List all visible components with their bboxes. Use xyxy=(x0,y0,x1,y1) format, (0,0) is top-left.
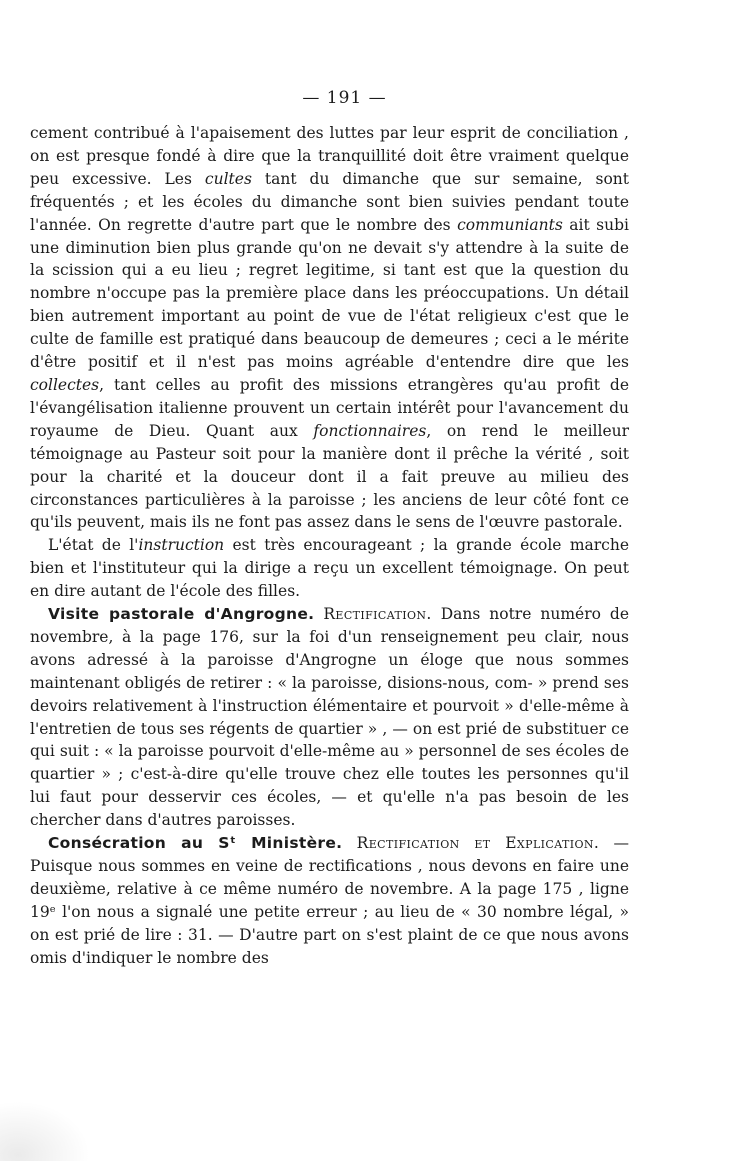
text-run: , on rend le meilleur témoignage au Pasteur soit pour la manière dont il prêche la vérité , soit pour la charité et la douceur dont il a fait preuve au milieu des circonstances particulières à la paroisse ; les anciens de leur côté font ce qu'ils peuvent, mais ils ne font pas assez dans le sens de l'œuvre pastorale. xyxy=(30,421,630,532)
italic-term: communiants xyxy=(457,215,563,234)
paragraph xyxy=(30,534,629,603)
italic-term: fonctionnaires xyxy=(313,421,427,440)
section-heading: Visite pastorale d'Angrogne. xyxy=(48,605,315,624)
text-run: L'état de l' xyxy=(48,536,139,555)
section-label: Rectification. xyxy=(323,605,432,624)
text-run: — Puisque nous sommes en veine de rectifications , nous devons en faire une deuxième, relative à ce même numéro de novembre. A la page 175 , ligne 19ᵉ l'on nous a signalé une petite erreur ; au lieu de « 30 nombre légal, » on est prié de lire : 31. — D'autre part on s'est plaint de ce que nous avons omis d'indiquer le nombre des xyxy=(30,834,629,967)
italic-term: collectes xyxy=(30,375,100,394)
text-run xyxy=(314,605,323,623)
section-heading: Consécration au Sᵗ Ministère. xyxy=(48,834,343,853)
section-label: Rectification et Explication. xyxy=(356,834,600,853)
text-run: , tant celles au profit des missions etrangères qu'au profit de l'évangélisation italienne prouvent un certain intérêt pour l'avancement du royaume de Dieu. Quant aux xyxy=(30,375,629,440)
body-text xyxy=(30,122,629,970)
text-run: est très encourageant ; la grande école marche bien et l'instituteur qui la dirige a reçu un excellent témoignage. On peut en dire autant de l'école des filles. xyxy=(30,536,630,601)
text-run xyxy=(342,834,356,852)
text-run: Dans notre numéro de novembre, à la page 176, sur la foi d'un renseignement peu clair, nous avons adressé à la paroisse d'Angrogne un éloge que nous sommes maintenant obligés de retirer : « la paroisse, disions-nous, com- » prend ses devoirs relativement à l'instruction élémentaire et pourvoit » d'elle-même à l'entretien de tous ses régents de quartier » , — on est prié de substituer ce qui suit : « la paroisse pourvoit d'elle-même au » personnel de ses écoles de quartier » ; c'est-à-dire qu'elle trouve chez elle toutes les personnes qu'il lui faut pour desservir ces écoles, — et qu'elle n'a pas besoin de les chercher dans d'autres paroisses. xyxy=(30,605,629,830)
paragraph xyxy=(30,832,629,969)
italic-term: instruction xyxy=(138,536,225,555)
paper-stain xyxy=(0,1101,90,1161)
text-run: tant du dimanche que sur semaine, sont fréquentés ; et les écoles du dimanche sont bien suivies pendant toute l'année. On regrette d'autre part que le nombre des xyxy=(30,169,629,234)
text-run: cement contribué à l'apaisement des luttes par leur esprit de conciliation , on est presque fondé à dire que la tranquillité doit être vraiment quelque peu excessive. Les xyxy=(30,124,629,188)
paragraph xyxy=(30,122,629,534)
text-run: ait subi une diminution bien plus grande qu'on ne devait s'y attendre à la suite de la scission qui a eu lieu ; regret legitime, si tant est que la question du nombre n'occupe pas la première place dans les préoccupations. Un détail bien autrement important au point de vue de l'état religieux c'est que le culte de famille est pratiqué dans beaucoup de demeures ; ceci a le mérite d'être positif et il n'est pas moins agréable d'entendre dire que les xyxy=(30,215,629,372)
paragraph xyxy=(30,603,629,832)
italic-term: cultes xyxy=(204,169,252,188)
page-number: — 191 — xyxy=(302,88,387,108)
